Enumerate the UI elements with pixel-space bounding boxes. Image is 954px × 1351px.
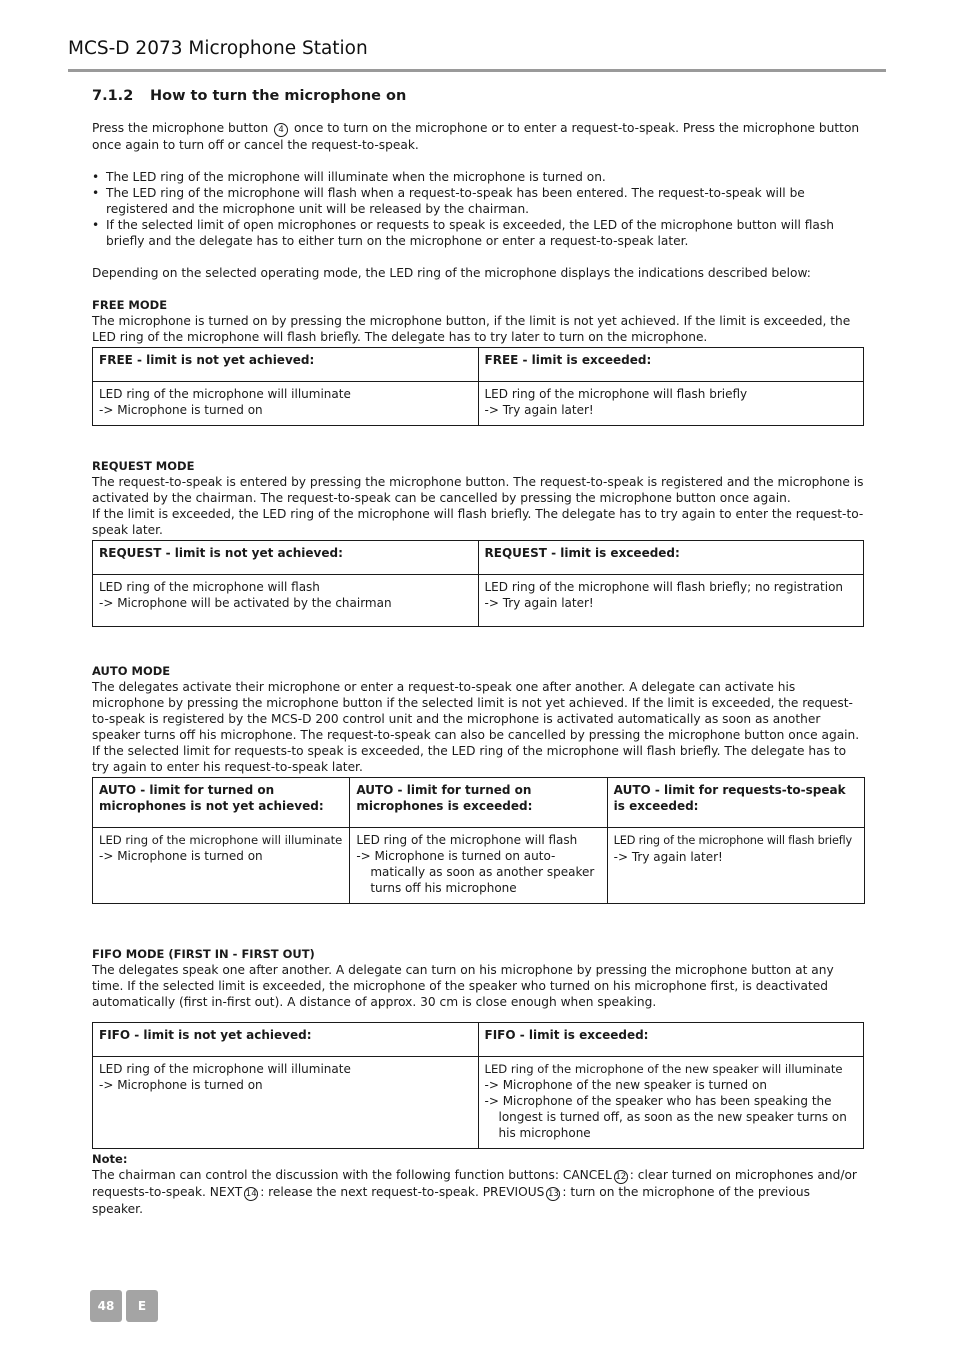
fifo-mode-text: The delegates speak one after another. A delegate can turn on his microphone by pressing the microphone button at any time. If the selected limit is exceeded, the microphone of the speaker who turned on his microphone first, is deactivated automatically (first in-first out). A distance of approx. 30 cm is close enough when speaking.	[92, 963, 834, 1009]
cell-line: LED ring of the microphone of the new speaker will illuminate	[484, 1062, 843, 1076]
list-item: • The LED ring of the microphone will flash when a request-to-speak has been entered. The request-to-speak will be registered and the microphone unit will be released by the chairman.	[92, 185, 864, 217]
table-header: AUTO - limit for turned on microphones is exceeded:	[350, 778, 607, 828]
table-header: AUTO - limit for requests-to-speak is exceeded:	[607, 778, 864, 828]
intro-paragraph	[92, 120, 864, 153]
free-mode-heading: FREE MODE	[92, 298, 168, 312]
note-text-part: : turn on the microphone of the previous speaker.	[92, 1185, 810, 1216]
section-heading	[92, 88, 864, 104]
page-title: MCS-D 2073 Microphone Station	[68, 38, 368, 59]
note-text-part: : clear turned on microphones and/or requests-to-speak. NEXT	[92, 1168, 857, 1199]
note-text-part: : release the next request-to-speak. PREVIOUS	[260, 1185, 545, 1199]
free-mode-text: The microphone is turned on by pressing the microphone button, if the limit is not yet achieved. If the limit is exceeded, the LED ring of the microphone will flash briefly. The delegate has to try later to turn on the microphone.	[92, 314, 851, 344]
table-cell	[93, 828, 350, 904]
table-header: REQUEST - limit is not yet achieved:	[93, 541, 479, 575]
free-mode-table	[92, 347, 864, 426]
fifo-mode-table	[92, 1022, 864, 1149]
auto-mode-heading: AUTO MODE	[92, 664, 171, 678]
depending-paragraph: Depending on the selected operating mode, the LED ring of the microphone displays the indications described below:	[92, 266, 811, 280]
cell-line: -> Microphone is turned on	[99, 403, 263, 417]
cell-line: -> Microphone is turned on	[99, 849, 263, 863]
cell-line: matically as soon as another speaker turns off his microphone	[370, 865, 595, 895]
cell-line: LED ring of the microphone will flash briefly	[484, 387, 748, 401]
section-title: How to turn the microphone on	[150, 88, 407, 104]
note-text	[92, 1167, 864, 1217]
indicator-list	[92, 169, 864, 249]
cell-line: -> Microphone of the speaker who has been speaking the	[484, 1094, 832, 1108]
note-label: Note:	[92, 1152, 128, 1166]
button-ref-4: 4	[274, 123, 288, 137]
button-ref-12: 12	[615, 1172, 627, 1182]
cell-line: -> Microphone is turned on	[99, 1078, 263, 1092]
table-header: FREE - limit is not yet achieved:	[93, 348, 479, 382]
cell-line: -> Try again later!	[484, 596, 594, 610]
intro-text-end: once to turn on the microphone or to enter a request-to-speak. Press the microphone button once again to turn off or cancel the request-to-speak.	[92, 121, 860, 152]
list-item: • If the selected limit of open microphones or requests to speak is exceeded, the LED of the microphone button will flash briefly and the delegate has to either turn on the microphone or enter a request-to-speak later.	[92, 217, 864, 249]
table-header: FREE - limit is exceeded:	[478, 348, 864, 382]
section-number: 7.1.2	[92, 88, 134, 104]
request-mode-table	[92, 540, 864, 627]
page-number-badge: 48	[90, 1290, 122, 1322]
page-footer	[90, 1290, 158, 1322]
cell-line: LED ring of the microphone will flash briefly; no registration	[484, 580, 844, 594]
request-mode-text: The request-to-speak is entered by pressing the microphone button. The request-to-speak is registered and the microphone is activated by the chairman. The request-to-speak can be cancelled by pressing the microphone button once again.	[92, 475, 864, 505]
table-cell	[478, 1057, 864, 1149]
page-header	[68, 38, 886, 72]
table-header: FIFO - limit is exceeded:	[478, 1023, 864, 1057]
cell-line: LED ring of the microphone will illuminate	[99, 1062, 351, 1076]
cell-line: LED ring of the microphone will flash	[356, 833, 578, 847]
table-cell	[93, 1057, 479, 1149]
table-cell	[478, 382, 864, 426]
cell-line: LED ring of the microphone will illuminate	[99, 833, 343, 847]
cell-line: -> Try again later!	[484, 403, 594, 417]
table-header: FIFO - limit is not yet achieved:	[93, 1023, 479, 1057]
button-ref-13: 13	[547, 1189, 559, 1199]
list-item: • The LED ring of the microphone will illuminate when the microphone is turned on.	[92, 169, 864, 185]
cell-line: LED ring of the microphone will illuminate	[99, 387, 351, 401]
cell-line: longest is turned off, as soon as the new speaker turns on his microphone	[498, 1110, 847, 1140]
note-text-part: The chairman can control the discussion with the following function buttons: CANCEL	[92, 1168, 612, 1182]
table-cell	[350, 828, 607, 904]
cell-line: LED ring of the microphone will flash briefly	[613, 834, 852, 847]
table-cell	[478, 575, 864, 627]
language-badge: E	[126, 1290, 158, 1322]
cell-line: -> Microphone will be activated by the chairman	[99, 596, 392, 610]
table-cell	[93, 575, 479, 627]
table-header: AUTO - limit for turned on microphones is not yet achieved:	[93, 778, 350, 828]
auto-mode-text: The delegates activate their microphone or enter a request-to-speak one after another. A delegate can activate his microphone by pressing the microphone button if the selected limit is not yet achieved. If the limit is exceeded, the request-to-speak is registered by the MCS-D 200 control unit and the microphone is activated automatically as soon as another speaker turns off his microphone. The request-to-speak can also be cancelled by pressing the microphone button once again. If the selected limit for requests-to speak is exceeded, the LED ring of the microphone will flash briefly. The delegate has to try again to enter his request-to-speak later.	[92, 680, 860, 774]
request-mode-text-2: If the limit is exceeded, the LED ring of the microphone will flash briefly. The delegate has to try again to enter the request-to-speak later.	[92, 507, 864, 537]
auto-mode-table	[92, 777, 865, 904]
cell-line: -> Microphone is turned on auto-	[356, 849, 556, 863]
intro-text-start: Press the microphone button	[92, 121, 269, 135]
table-header: REQUEST - limit is exceeded:	[478, 541, 864, 575]
table-cell	[607, 828, 864, 904]
button-ref-14: 14	[245, 1189, 257, 1199]
cell-line: LED ring of the microphone will flash	[99, 580, 320, 594]
cell-line: -> Try again later!	[613, 850, 723, 864]
fifo-mode-heading: FIFO MODE (FIRST IN - FIRST OUT)	[92, 947, 315, 961]
main-content	[92, 88, 864, 1217]
request-mode-heading: REQUEST MODE	[92, 459, 195, 473]
table-cell	[93, 382, 479, 426]
cell-line: -> Microphone of the new speaker is turned on	[484, 1078, 767, 1092]
